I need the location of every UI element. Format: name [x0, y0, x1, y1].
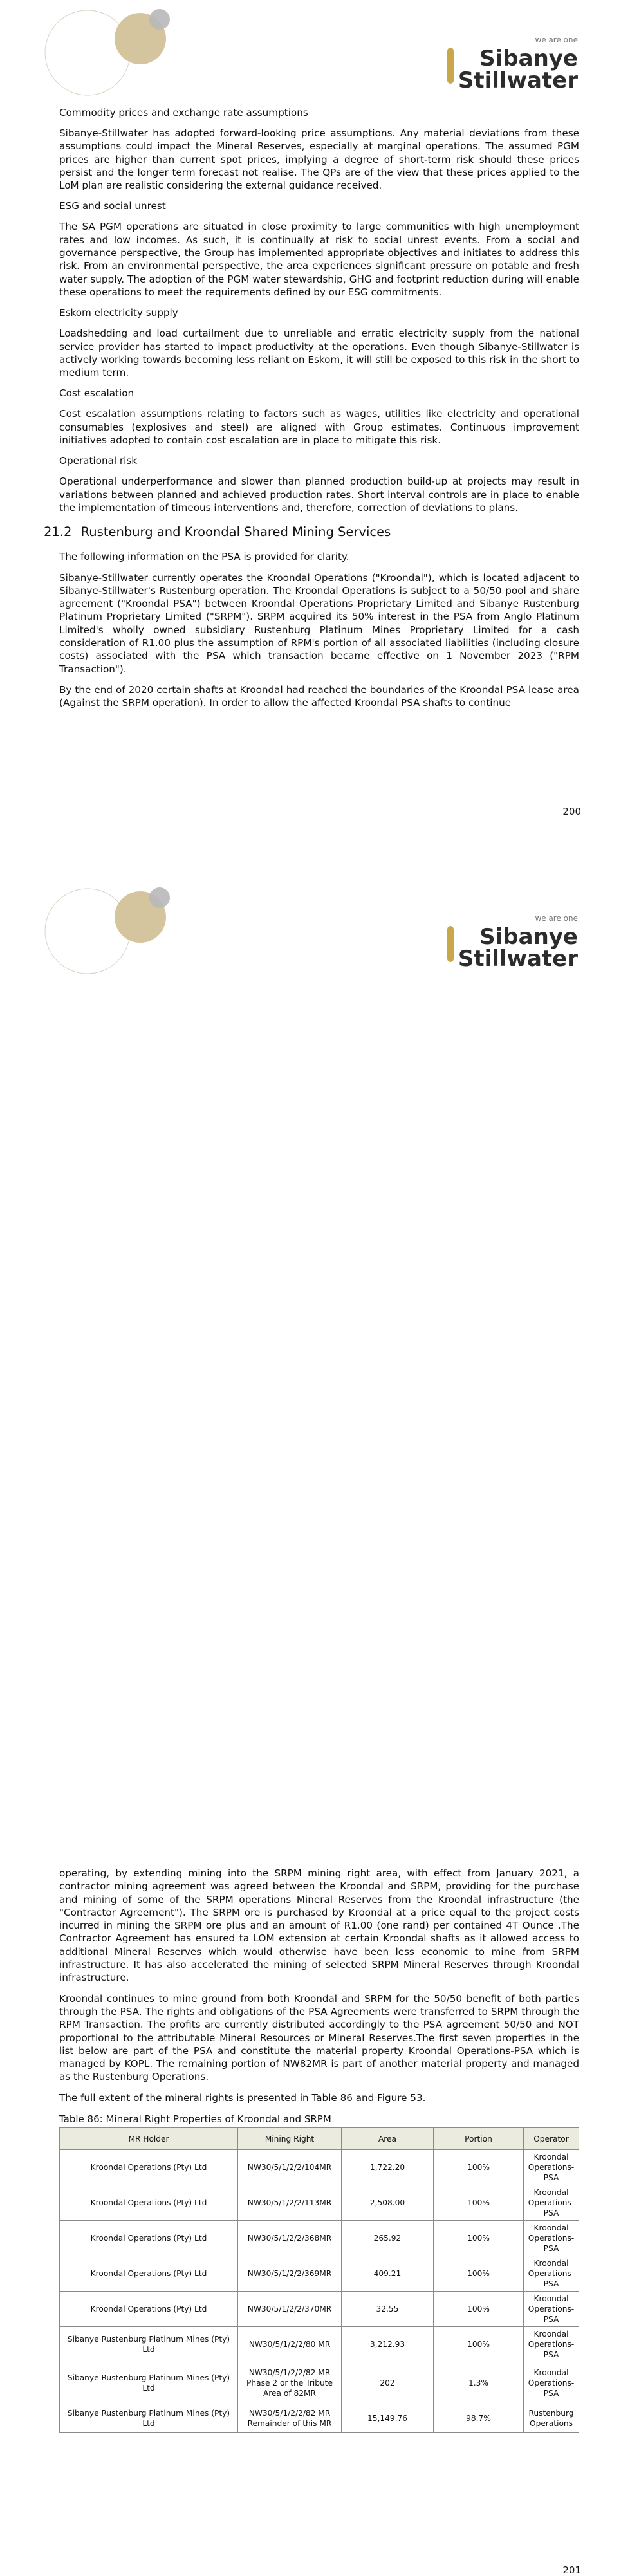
- page-200: [0, 0, 621, 878]
- paragraph-psa-intro: The following information on the PSA is provided for clarity.: [59, 551, 349, 563]
- page-201: [0, 878, 621, 2576]
- paragraph-eskom: Loadshedding and load curtailment due to unreliable and erratic electricity supply from the national service provider has started to impact productivity at the operations. Even though Sibanye-Stillwater is actively working towards becoming less reliant on Eskom, it will still be exposed to this risk in the short to medium term.: [59, 328, 579, 379]
- cell-operator: Kroondal Operations-PSA: [524, 2185, 579, 2221]
- heading-operational-risk: Operational risk: [59, 455, 138, 467]
- cell-portion: 100%: [434, 2327, 524, 2362]
- paragraph-esg: The SA PGM operations are situated in close proximity to large communities with high unemployment rates and low incomes. As such, it is continually at risk to social unrest events. From a social and governance perspective, the Group has implemented appropriate objectives and initiates to address this risk. From an environmental perspective, the area experiences significant pressure on potable and fresh water supply. The adoption of the PGM water stewardship, GHG and footprint reduction during will enable these operations to meet the requirements defined by our ESG commitments.: [59, 221, 579, 298]
- paragraph-shafts: By the end of 2020 certain shafts at Kroondal had reached the boundaries of the Kroondal PSA lease area (Against the SRPM operation). In order to allow the affected Kroondal PSA shafts to continue: [59, 683, 579, 709]
- table-row: [60, 2185, 579, 2221]
- cell-operator: Kroondal Operations-PSA: [524, 2150, 579, 2185]
- cell-operator: Rustenburg Operations: [524, 2404, 579, 2433]
- cell-mining-right: NW30/5/1/2/2/113MR: [238, 2185, 342, 2221]
- cell-area: 409.21: [342, 2256, 434, 2292]
- sibanye-stillwater-logo: [446, 911, 581, 968]
- cell-mr-holder: Sibanye Rustenburg Platinum Mines (Pty) Ltd: [60, 2327, 238, 2362]
- cell-portion: 98.7%: [434, 2404, 524, 2433]
- table-row: [60, 2292, 579, 2327]
- cell-mining-right: NW30/5/1/2/2/369MR: [238, 2256, 342, 2292]
- cell-operator: Kroondal Operations-PSA: [524, 2256, 579, 2292]
- logo-line1: Sibanye: [479, 924, 578, 950]
- table-row: [60, 2221, 579, 2256]
- section-number: 21.2: [44, 524, 72, 540]
- cell-portion: 100%: [434, 2150, 524, 2185]
- page-201-content: [59, 1867, 579, 2433]
- table-header-row: [60, 2128, 579, 2150]
- header-mining-right: Mining Right: [238, 2128, 342, 2150]
- cell-operator: Kroondal Operations-PSA: [524, 2362, 579, 2404]
- cell-area: 32.55: [342, 2292, 434, 2327]
- logo-tagline: we are one: [535, 35, 578, 44]
- cell-mining-right: NW30/5/1/2/2/368MR: [238, 2221, 342, 2256]
- paragraph-cost-escalation: Cost escalation assumptions relating to factors such as wages, utilities like electricity and operational consumables (explosives and steel) are aligned with Group estimates. Continuous improvement initiatives adopted to contain cost escalation are in place to mitigate this risk.: [59, 408, 579, 447]
- table-row: [60, 2362, 579, 2404]
- cell-mining-right: NW30/5/1/2/2/82 MR Phase 2 or the Tribute Area of 82MR: [238, 2362, 342, 2404]
- paragraph-contractor-agreement: operating, by extending mining into the SRPM mining right area, with effect from January 2021, a contractor mining agreement was agreed between the Kroondal and SRPM, providing for the purchase and mining of some of the SRPM operations Mineral Reserves from the Kroondal infrastructure (the "Contractor Agreement"). The SRPM ore is purchased by Kroondal at a price equal to the project costs incurred in mining the SRPM ore plus and an amount of R1.00 (one rand) per contained 4T Ounce .The Contractor Agreement has ensured ta LOM extension at certain Kroondal shafts as it allowed access to additional Mineral Reserves which would otherwise have been less economic to mine from SRPM infrastructure. It has also accelerated the mining of selected SRPM Mineral Reserves through Kroondal infrastructure.: [59, 1867, 579, 1984]
- cell-mr-holder: Kroondal Operations (Pty) Ltd: [60, 2185, 238, 2221]
- cell-portion: 100%: [434, 2221, 524, 2256]
- heading-commodity-prices: Commodity prices and exchange rate assumptions: [59, 107, 308, 118]
- table-row: [60, 2327, 579, 2362]
- logo-line2: Stillwater: [458, 946, 578, 968]
- cell-mr-holder: Kroondal Operations (Pty) Ltd: [60, 2150, 238, 2185]
- logo-line1: Sibanye: [479, 46, 578, 71]
- cell-operator: Kroondal Operations-PSA: [524, 2292, 579, 2327]
- logo-tagline: we are one: [535, 914, 578, 923]
- table-caption: Table 86: Mineral Right Properties of Kroondal and SRPM: [59, 2113, 331, 2126]
- table-row: [60, 2150, 579, 2185]
- cell-area: 265.92: [342, 2221, 434, 2256]
- cell-mr-holder: Sibanye Rustenburg Platinum Mines (Pty) Ltd: [60, 2362, 238, 2404]
- table-row: [60, 2404, 579, 2433]
- header-operator: Operator: [524, 2128, 579, 2150]
- sibanye-stillwater-logo: [446, 32, 581, 90]
- cell-area: 202: [342, 2362, 434, 2404]
- logo-line2: Stillwater: [458, 68, 578, 90]
- table-row: [60, 2256, 579, 2292]
- page-number: 200: [562, 806, 581, 817]
- page-200-content: [44, 106, 579, 718]
- cell-mr-holder: Kroondal Operations (Pty) Ltd: [60, 2292, 238, 2327]
- cell-mr-holder: Kroondal Operations (Pty) Ltd: [60, 2221, 238, 2256]
- heading-cost-escalation: Cost escalation: [59, 387, 134, 400]
- header-portion: Portion: [434, 2128, 524, 2150]
- decorative-circles: [44, 886, 179, 976]
- mineral-rights-table: [59, 2127, 579, 2433]
- paragraph-kroondal-mining: Kroondal continues to mine ground from both Kroondal and SRPM for the 50/50 benefit of both parties through the PSA. The rights and obligations of the PSA Agreements were transferred to SRPM through the RPM Transaction. The profits are currently distributed accordingly to the PSA agreement 50/50 and NOT proportional to the attributable Mineral Resources or Mineral Reserves.The first seven properties in the list below are part of the PSA and constitute the material property Kroondal Operations-PSA which is managed by KOPL. The remaining portion of NW82MR is part of another material property and managed as the Rustenburg Operations.: [59, 1992, 579, 2083]
- paragraph-commodity-prices: Sibanye-Stillwater has adopted forward-looking price assumptions. Any material deviations from these assumptions could impact the Mineral Reserves, especially at marginal operations. The assumed PGM prices are higher than current spot prices, implying a degree of short-term risk should these prices persist and the longer term forecast not realise. The QPs are of the view that these prices applied to the LoM plan are realistic considering the external guidance received.: [59, 127, 579, 192]
- heading-esg: ESG and social unrest: [59, 200, 166, 212]
- section-heading-21-2: [44, 524, 579, 540]
- paragraph-kroondal-psa: Sibanye-Stillwater currently operates the Kroondal Operations ("Kroondal"), which is located adjacent to Sibanye-Stillwater's Rustenburg operation. The Kroondal Operations is subject to a 50/50 pool and share agreement ("Kroondal PSA") between Kroondal Operations Proprietary Limited and Sibanye Rustenburg Platinum Proprietary Limited ("SRPM"). SRPM acquired its 50% interest in the PSA from Anglo Platinum Limited's wholly owned subsidiary Rustenburg Platinum Mines Proprietary Limited for a cash consideration of R1.00 plus the assumption of RPM's portion of all associated liabilities (including closure costs) associated with the PSA which transaction became effective on 1 November 2023 ("RPM Transaction").: [59, 571, 579, 675]
- cell-area: 2,508.00: [342, 2185, 434, 2221]
- decorative-circles: [44, 8, 179, 98]
- cell-portion: 1.3%: [434, 2362, 524, 2404]
- paragraph-operational-risk: Operational underperformance and slower than planned production build-up at projects may result in variations between planned and achieved production rates. Short interval controls are in place to enable the implementation of timeous interventions and, therefore, correction of deviations to plans.: [59, 476, 579, 514]
- cell-operator: Kroondal Operations-PSA: [524, 2327, 579, 2362]
- cell-mining-right: NW30/5/1/2/2/80 MR: [238, 2327, 342, 2362]
- cell-mining-right: NW30/5/1/2/2/104MR: [238, 2150, 342, 2185]
- page-number: 201: [562, 2564, 581, 2576]
- cell-area: 15,149.76: [342, 2404, 434, 2433]
- cell-mr-holder: Sibanye Rustenburg Platinum Mines (Pty) Ltd: [60, 2404, 238, 2433]
- section-title: Rustenburg and Kroondal Shared Mining Services: [80, 524, 391, 540]
- cell-portion: 100%: [434, 2256, 524, 2292]
- heading-eskom: Eskom electricity supply: [59, 307, 178, 319]
- header-area: Area: [342, 2128, 434, 2150]
- cell-portion: 100%: [434, 2185, 524, 2221]
- cell-portion: 100%: [434, 2292, 524, 2327]
- cell-area: 3,212.93: [342, 2327, 434, 2362]
- paragraph-full-extent: The full extent of the mineral rights is presented in Table 86 and Figure 53.: [59, 2091, 426, 2104]
- cell-operator: Kroondal Operations-PSA: [524, 2221, 579, 2256]
- header-mr-holder: MR Holder: [60, 2128, 238, 2150]
- cell-mining-right: NW30/5/1/2/2/82 MR Remainder of this MR: [238, 2404, 342, 2433]
- cell-mining-right: NW30/5/1/2/2/370MR: [238, 2292, 342, 2327]
- cell-mr-holder: Kroondal Operations (Pty) Ltd: [60, 2256, 238, 2292]
- cell-area: 1,722.20: [342, 2150, 434, 2185]
